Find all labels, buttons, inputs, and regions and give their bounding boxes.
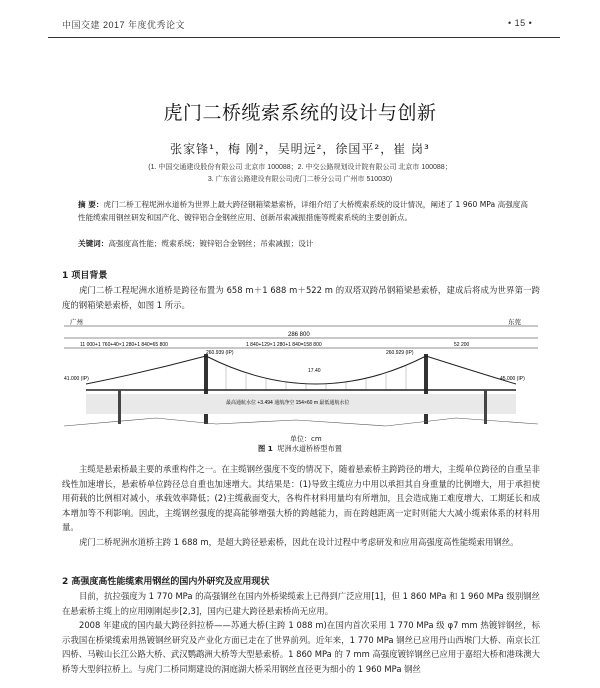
dim-mid-label: 1 840+129×1 280+1 840=158 800	[246, 342, 322, 348]
section-2-para-1: 目前，抗拉强度为 1 770 MPa 的高强钢丝在国内外桥梁缆索上已得到广泛应用[1]，但 1 860 MPa 和 1 960 MPa 级别钢丝在悬索桥主缆上的应用刚刚起步[2,3]，国内已建大跨径悬索桥尚无应用。	[62, 591, 540, 616]
header-rule	[48, 37, 560, 38]
abstract-label: 摘 要：	[78, 200, 104, 209]
dim-right-label: 52 200	[454, 342, 470, 348]
section-2-heading: 2 高强度高性能缆索用钢丝的国内外研究及应用现状	[62, 577, 270, 587]
section-1-heading: 1 项目背景	[62, 271, 108, 281]
journal-name: 中国交建 2017 年度优秀论文	[62, 20, 186, 30]
section-1-para-1: 虎门二桥工程坭洲水道桥是跨径布置为 658 m＋1 688 m＋522 m 的双塔双跨吊钢箱梁悬索桥，建成后将成为世界第一跨度的钢箱梁悬索桥，如图 1 所示。	[62, 285, 540, 310]
sag-label: 17.40	[308, 368, 321, 374]
clearance-label: 最高通航水位 +3.494 通航净空 154×60 m 最低通航水位	[226, 400, 350, 406]
section-1-para-3: 虎门二桥坭洲水道桥主跨 1 688 m，是超大跨径悬索桥，因此在设计过程中考虑研发和应用高强度高性能缆索用钢丝。	[79, 537, 519, 547]
section-1-para-2: 主缆是悬索桥最主要的承重构件之一。在主缆钢丝强度不变的情况下，随着悬索桥主跨跨径的增大，主缆单位跨径的自重呈非线性加速增长，悬索桥单位跨径总自重也加速增大。其结果是：(1)导致主缆应力中用以承担其自身重量的比例增大，用于承担使用荷载的比例相对减小，承载效率降低；(2)主缆截面变大，各构件材料用量均有所增加，且会造成施工难度增大、工期延长和成本增加等不利影响。因此，主缆钢丝强度的提高能够增强大桥的跨越能力，而在跨越距离一定时则能大大减小缆索体系的材料用量。	[62, 464, 540, 533]
keywords-text: 高强度高性能；缆索系统；镀锌铝合金钢丝；吊索减振；设计	[108, 239, 314, 248]
authors: 张家锋¹，梅 刚²，吴明远²，徐国平²，崔 岗³	[170, 142, 430, 156]
figure-unit: 单位：cm	[290, 435, 322, 443]
figure-caption	[0, 444, 600, 454]
main-cable	[86, 356, 516, 384]
caption-text: 坭洲水道桥桥型布置	[277, 444, 342, 453]
abstract-text: 虎门二桥工程坭洲水道桥为世界上最大跨径钢箱梁悬索桥，详细介绍了大桥缆索系统的设计情况，阐述了 1 960 MPa 高强度高性能缆索用钢丝研发和国产化、镀锌铝合金钢丝应用、创新吊索减振措施等缆索系统的主要创新点。	[78, 200, 528, 222]
dim-left-label: 11 000+1 760+40×1 280+1 840=65 800	[80, 342, 168, 348]
elev-left-label: 41.000 (IP)	[64, 376, 89, 382]
keywords-label: 关键词：	[78, 239, 109, 248]
caption-number: 图 1	[258, 444, 273, 453]
paper-title: 虎门二桥缆索系统的设计与创新	[163, 102, 437, 124]
city-left-label: 广州	[70, 319, 83, 326]
keywords	[78, 238, 528, 249]
elev-right-label: 45.000 (IP)	[500, 376, 525, 382]
tower-right-label: 260.929 (IP)	[386, 350, 414, 356]
abstract	[78, 198, 528, 224]
tower-left-label: 260.939 (IP)	[206, 350, 234, 356]
pier-right	[484, 390, 487, 424]
affiliation-line-2: 3. 广东省公路建设有限公司虎门二桥分公司 广州市 510030)	[207, 176, 393, 183]
total-span-label: 286 800	[288, 332, 310, 338]
ground-profile	[64, 418, 538, 426]
section-2-para-2: 2008 年建成的国内最大跨径斜拉桥——苏通大桥(主跨 1 088 m)在国内首次采用 1 770 MPa 级 φ7 mm 热镀锌钢丝，标示我国在桥梁缆索用热镀钢丝研究及产业化方面已走在了世界前列。近年来，1 770 MPa 钢丝已应用丹山西堠门大桥、南京长江四桥、马鞍山长江公路大桥、武汉鹦鹉洲大桥等大型悬索桥。1 860 MPa 的 7 mm 高强度镀锌钢丝已应用于嘉绍大桥和港珠澳大桥等大型斜拉桥上。与虎门二桥同期建设的洞庭湖大桥采用钢丝直径更为细小的 1 960 MPa 钢丝	[62, 620, 540, 674]
bridge-elevation-figure	[56, 314, 546, 444]
page-number: • 15 •	[508, 18, 533, 28]
pier-left	[118, 390, 121, 424]
affiliation-line-1: (1. 中国交通建设股份有限公司 北京市 100088；2. 中交公路规划设计院有限公司 北京市 100088；	[148, 164, 452, 171]
city-right-label: 东莞	[508, 319, 521, 326]
